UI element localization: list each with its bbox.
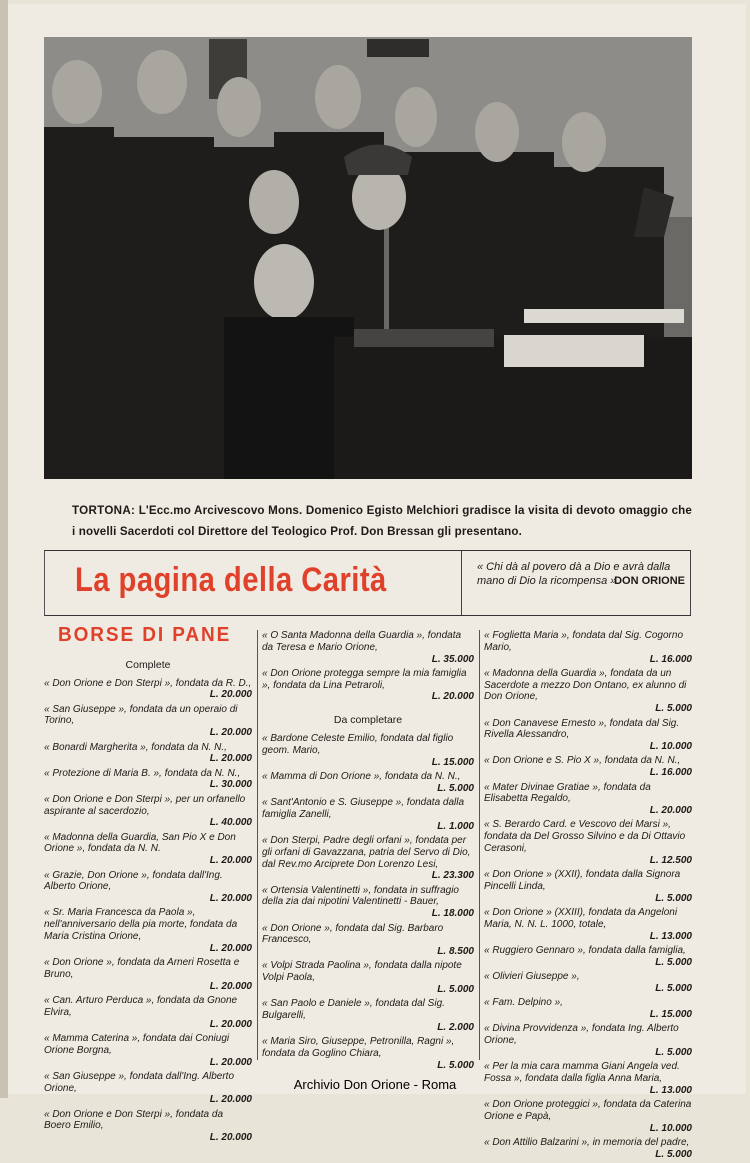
donation-entry [262, 885, 474, 920]
donation-amount: L. 40.000 [209, 817, 252, 829]
donation-amount: L. 30.000 [209, 779, 252, 791]
donation-entry [484, 1137, 692, 1161]
donation-amount: L. 1.000 [437, 820, 474, 832]
donation-description: « Don Orione », fondata da Arneri Rosetta e Bruno, [44, 957, 240, 980]
donation-amount: L. 16.000 [649, 767, 692, 779]
donation-entry [44, 1109, 252, 1144]
donation-entry [44, 704, 252, 739]
donation-amount: L. 5.000 [437, 782, 474, 794]
donation-amount: L. 10.000 [649, 1122, 692, 1134]
donation-amount: L. 20.000 [209, 855, 252, 867]
donation-amount: L. 35.000 [431, 653, 474, 665]
quote-text: « Chi dà al povero dà a Dio e avrà dalla mano di Dio la ricompensa ». [477, 561, 671, 587]
donation-entry [44, 742, 252, 766]
donation-entry [262, 998, 474, 1033]
donation-description: « Grazie, Don Orione », fondata dall'Ing. Alberto Orione, [44, 869, 223, 893]
donation-entry [262, 733, 474, 768]
donation-amount: L. 5.000 [655, 892, 692, 904]
donation-description: « Ruggiero Gennaro », fondata dalla famiglia, [484, 944, 686, 956]
donation-entry [484, 945, 692, 969]
donation-amount: L. 20.000 [209, 1094, 252, 1106]
column-1 [44, 624, 252, 1147]
donation-description: « Olivieri Giuseppe », [484, 971, 580, 983]
donation-description: « Don Attilio Balzarini », in memoria del padre, [484, 1136, 690, 1148]
donation-description: « Don Orione protegga sempre la mia famiglia », fondata da Lina Petraroli, [262, 667, 467, 691]
donation-entry [262, 1036, 474, 1071]
donation-description: « Bonardi Margherita », fondata da N. N., [44, 741, 227, 753]
donation-amount: L. 20.000 [209, 753, 252, 765]
donation-entry [44, 1033, 252, 1068]
donation-description: « Maria Siro, Giuseppe, Petronilla, Ragni », fondata da Goglino Chiara, [262, 1036, 455, 1059]
donation-description: « Protezione di Maria B. », fondata da N. N., [44, 767, 241, 779]
donation-description: « San Giuseppe », fondata dall'Ing. Alberto Orione, [44, 1070, 235, 1094]
donation-description: « S. Berardo Card. e Vescovo dei Marsi », fondata da Del Grosso Silvino e da Di Ottavio Cerasoni, [484, 819, 686, 855]
donation-description: « Don Orione proteggici », fondata da Caterina Orione e Papà, [484, 1098, 692, 1122]
donation-description: « Ortensia Valentinetti », fondata in suffragio della zia dai nipotini Valentinetti - Bauer, [262, 884, 459, 908]
donation-amount: L. 20.000 [431, 691, 474, 703]
donation-entry [44, 794, 252, 829]
donation-amount: L. 5.000 [655, 956, 692, 968]
don-orione-quote [477, 560, 687, 588]
donation-description: « Mamma di Don Orione », fondata da N. N., [262, 770, 461, 782]
column-2 [262, 630, 474, 1074]
donation-amount: L. 13.000 [649, 930, 692, 942]
donation-entry [484, 1099, 692, 1134]
donation-amount: L. 20.000 [209, 942, 252, 954]
donation-description: « Per la mia cara mamma Giani Angela ved. Fossa », fondata dalla figlia Anna Maria, [484, 1061, 680, 1084]
donation-entry [262, 771, 474, 795]
donation-description: « Foglietta Maria », fondata dal Sig. Cogorno Mario, [484, 630, 684, 653]
donation-entry [262, 960, 474, 995]
donation-amount: L. 5.000 [655, 1046, 692, 1058]
section-title: BORSE DI PANE [58, 624, 232, 646]
donation-entry [44, 678, 252, 702]
page-title: La pagina della Carità [75, 561, 387, 599]
donation-amount: L. 8.500 [437, 946, 474, 958]
donation-amount: L. 20.000 [209, 893, 252, 905]
col1-list [44, 678, 252, 1144]
donation-amount: L. 20.000 [209, 727, 252, 739]
donation-entry [262, 797, 474, 832]
donation-description: « Don Orione e Don Sterpi », fondata da R. D., [44, 677, 252, 689]
column-rule-2 [479, 630, 480, 1060]
donation-entry [484, 668, 692, 715]
donation-entry [44, 870, 252, 905]
donation-amount: L. 20.000 [209, 1056, 252, 1068]
section-header-box [44, 550, 691, 616]
donation-amount: L. 20.000 [209, 980, 252, 992]
donation-description: « Fam. Delpino », [484, 997, 563, 1009]
col2-top-list [262, 630, 474, 703]
donation-description: « Don Orione » (XXII), fondata dalla Signora Pincelli Linda, [484, 869, 681, 892]
donation-description: « Don Orione e Don Sterpi », fondata da Boero Emilio, [44, 1108, 224, 1132]
donation-amount: L. 13.000 [649, 1084, 692, 1096]
donation-amount: L. 15.000 [431, 756, 474, 768]
donation-amount: L. 10.000 [649, 741, 692, 753]
donation-description: « Sr. Maria Francesca da Paola », nell'anniversario della pia morte, fondata da Maria Cristina Orione, [44, 907, 238, 943]
donation-description: « O Santa Madonna della Guardia », fondata da Teresa e Mario Orione, [262, 630, 462, 653]
donation-entry [484, 1023, 692, 1058]
donation-description: « Don Orione », fondata dal Sig. Barbaro Francesco, [262, 922, 444, 946]
donation-amount: L. 16.000 [649, 653, 692, 665]
donation-description: « Bardone Celeste Emilio, fondata dal figlio geom. Mario, [262, 733, 454, 756]
donation-entry [484, 755, 692, 779]
donation-entry [262, 630, 474, 665]
archive-footer: Archivio Don Orione - Roma [293, 1077, 457, 1092]
group-photograph [44, 37, 692, 479]
donation-entry [484, 630, 692, 665]
donation-amount: L. 20.000 [209, 1132, 252, 1144]
donation-amount: L. 18.000 [431, 908, 474, 920]
donation-description: « Divina Provvidenza », fondata Ing. Alberto Orione, [484, 1023, 679, 1046]
donation-description: « San Giuseppe », fondata da un operaio di Torino, [44, 703, 238, 727]
donation-description: « Don Canavese Ernesto », fondata dal Sig. Rivella Alessandro, [484, 717, 680, 741]
donation-description: « Don Orione e S. Pio X », fondata da N. N., [484, 755, 681, 767]
donation-description: « Don Sterpi, Padre degli orfani », fondata per gli orfani di Gavazzana, patria del Servo di Dio, dal Rev.mo Arciprete Don Lorenzo Lesi, [262, 834, 471, 870]
donation-description: « San Paolo e Daniele », fondata dal Sig. Bulgarelli, [262, 998, 445, 1022]
donation-amount: L. 20.000 [209, 689, 252, 701]
donation-amount: L. 2.000 [437, 1021, 474, 1033]
donation-amount: L. 5.000 [655, 703, 692, 715]
subheading-complete: Complete [125, 658, 171, 671]
quote-author: DON ORIONE [614, 575, 685, 587]
donation-entry [484, 869, 692, 904]
donation-entry [262, 923, 474, 958]
donation-entry [44, 832, 252, 867]
donation-amount: L. 5.000 [437, 984, 474, 996]
header-divider [461, 551, 462, 615]
donation-entry [262, 668, 474, 703]
donation-description: « Madonna della Guardia, San Pio X e Don Orione », fondata da N. N. [44, 831, 236, 855]
donation-amount: L. 20.000 [209, 1018, 252, 1030]
donation-entry [484, 782, 692, 817]
donation-amount: L. 5.000 [655, 982, 692, 994]
donation-description: « Sant'Antonio e S. Giuseppe », fondata dalla famiglia Zanelli, [262, 797, 465, 820]
donation-entry [44, 957, 252, 992]
donation-amount: L. 23.300 [431, 870, 474, 882]
donation-description: « Don Orione » (XXIII), fondata da Angeloni Maria, N. N. L. 1000, totale, [484, 907, 678, 930]
col2-list [262, 733, 474, 1072]
photo-caption [72, 500, 692, 542]
donation-description: « Don Orione e Don Sterpi », per un orfanello aspirante al sacerdozio, [44, 793, 246, 817]
donation-amount: L. 5.000 [437, 1059, 474, 1071]
donation-entry [484, 718, 692, 753]
donation-entry [484, 819, 692, 866]
column-rule-1 [257, 630, 258, 1060]
donation-entry [44, 768, 252, 792]
donation-entry [484, 907, 692, 942]
book-binding-edge [0, 0, 8, 1098]
donation-entry [44, 995, 252, 1030]
donation-amount: L. 12.500 [649, 854, 692, 866]
donation-description: « Mater Divinae Gratiae », fondata da Elisabetta Regaldo, [484, 781, 651, 805]
caption-text: L'Ecc.mo Arcivescovo Mons. Domenico Egisto Melchiori gradisce la visita di devoto omaggio che i novelli Sacerdoti col Direttore del Teologico Prof. Don Bressan gli presentano. [72, 504, 693, 538]
donation-amount: L. 15.000 [649, 1008, 692, 1020]
donation-description: « Madonna della Guardia », fondata da un Sacerdote a mezzo Don Ontano, ex alunno di Don Orione, [484, 667, 687, 703]
subheading-to-complete: Da completare [333, 714, 403, 727]
header-border-right [690, 551, 691, 615]
donation-description: « Can. Arturo Perduca », fondata da Gnone Elvira, [44, 995, 238, 1018]
donation-description: « Volpi Strada Paolina », fondata dalla nipote Volpi Paola, [262, 960, 462, 984]
donation-amount: L. 20.000 [649, 805, 692, 817]
donation-entry [262, 835, 474, 882]
caption-place: TORTONA: [72, 504, 136, 517]
donation-entry [484, 971, 692, 995]
donation-entry [484, 997, 692, 1021]
donation-description: « Mamma Caterina », fondata dai Coniugi Orione Borgna, [44, 1032, 230, 1056]
donation-entry [44, 907, 252, 954]
donation-amount: L. 5.000 [655, 1148, 692, 1160]
